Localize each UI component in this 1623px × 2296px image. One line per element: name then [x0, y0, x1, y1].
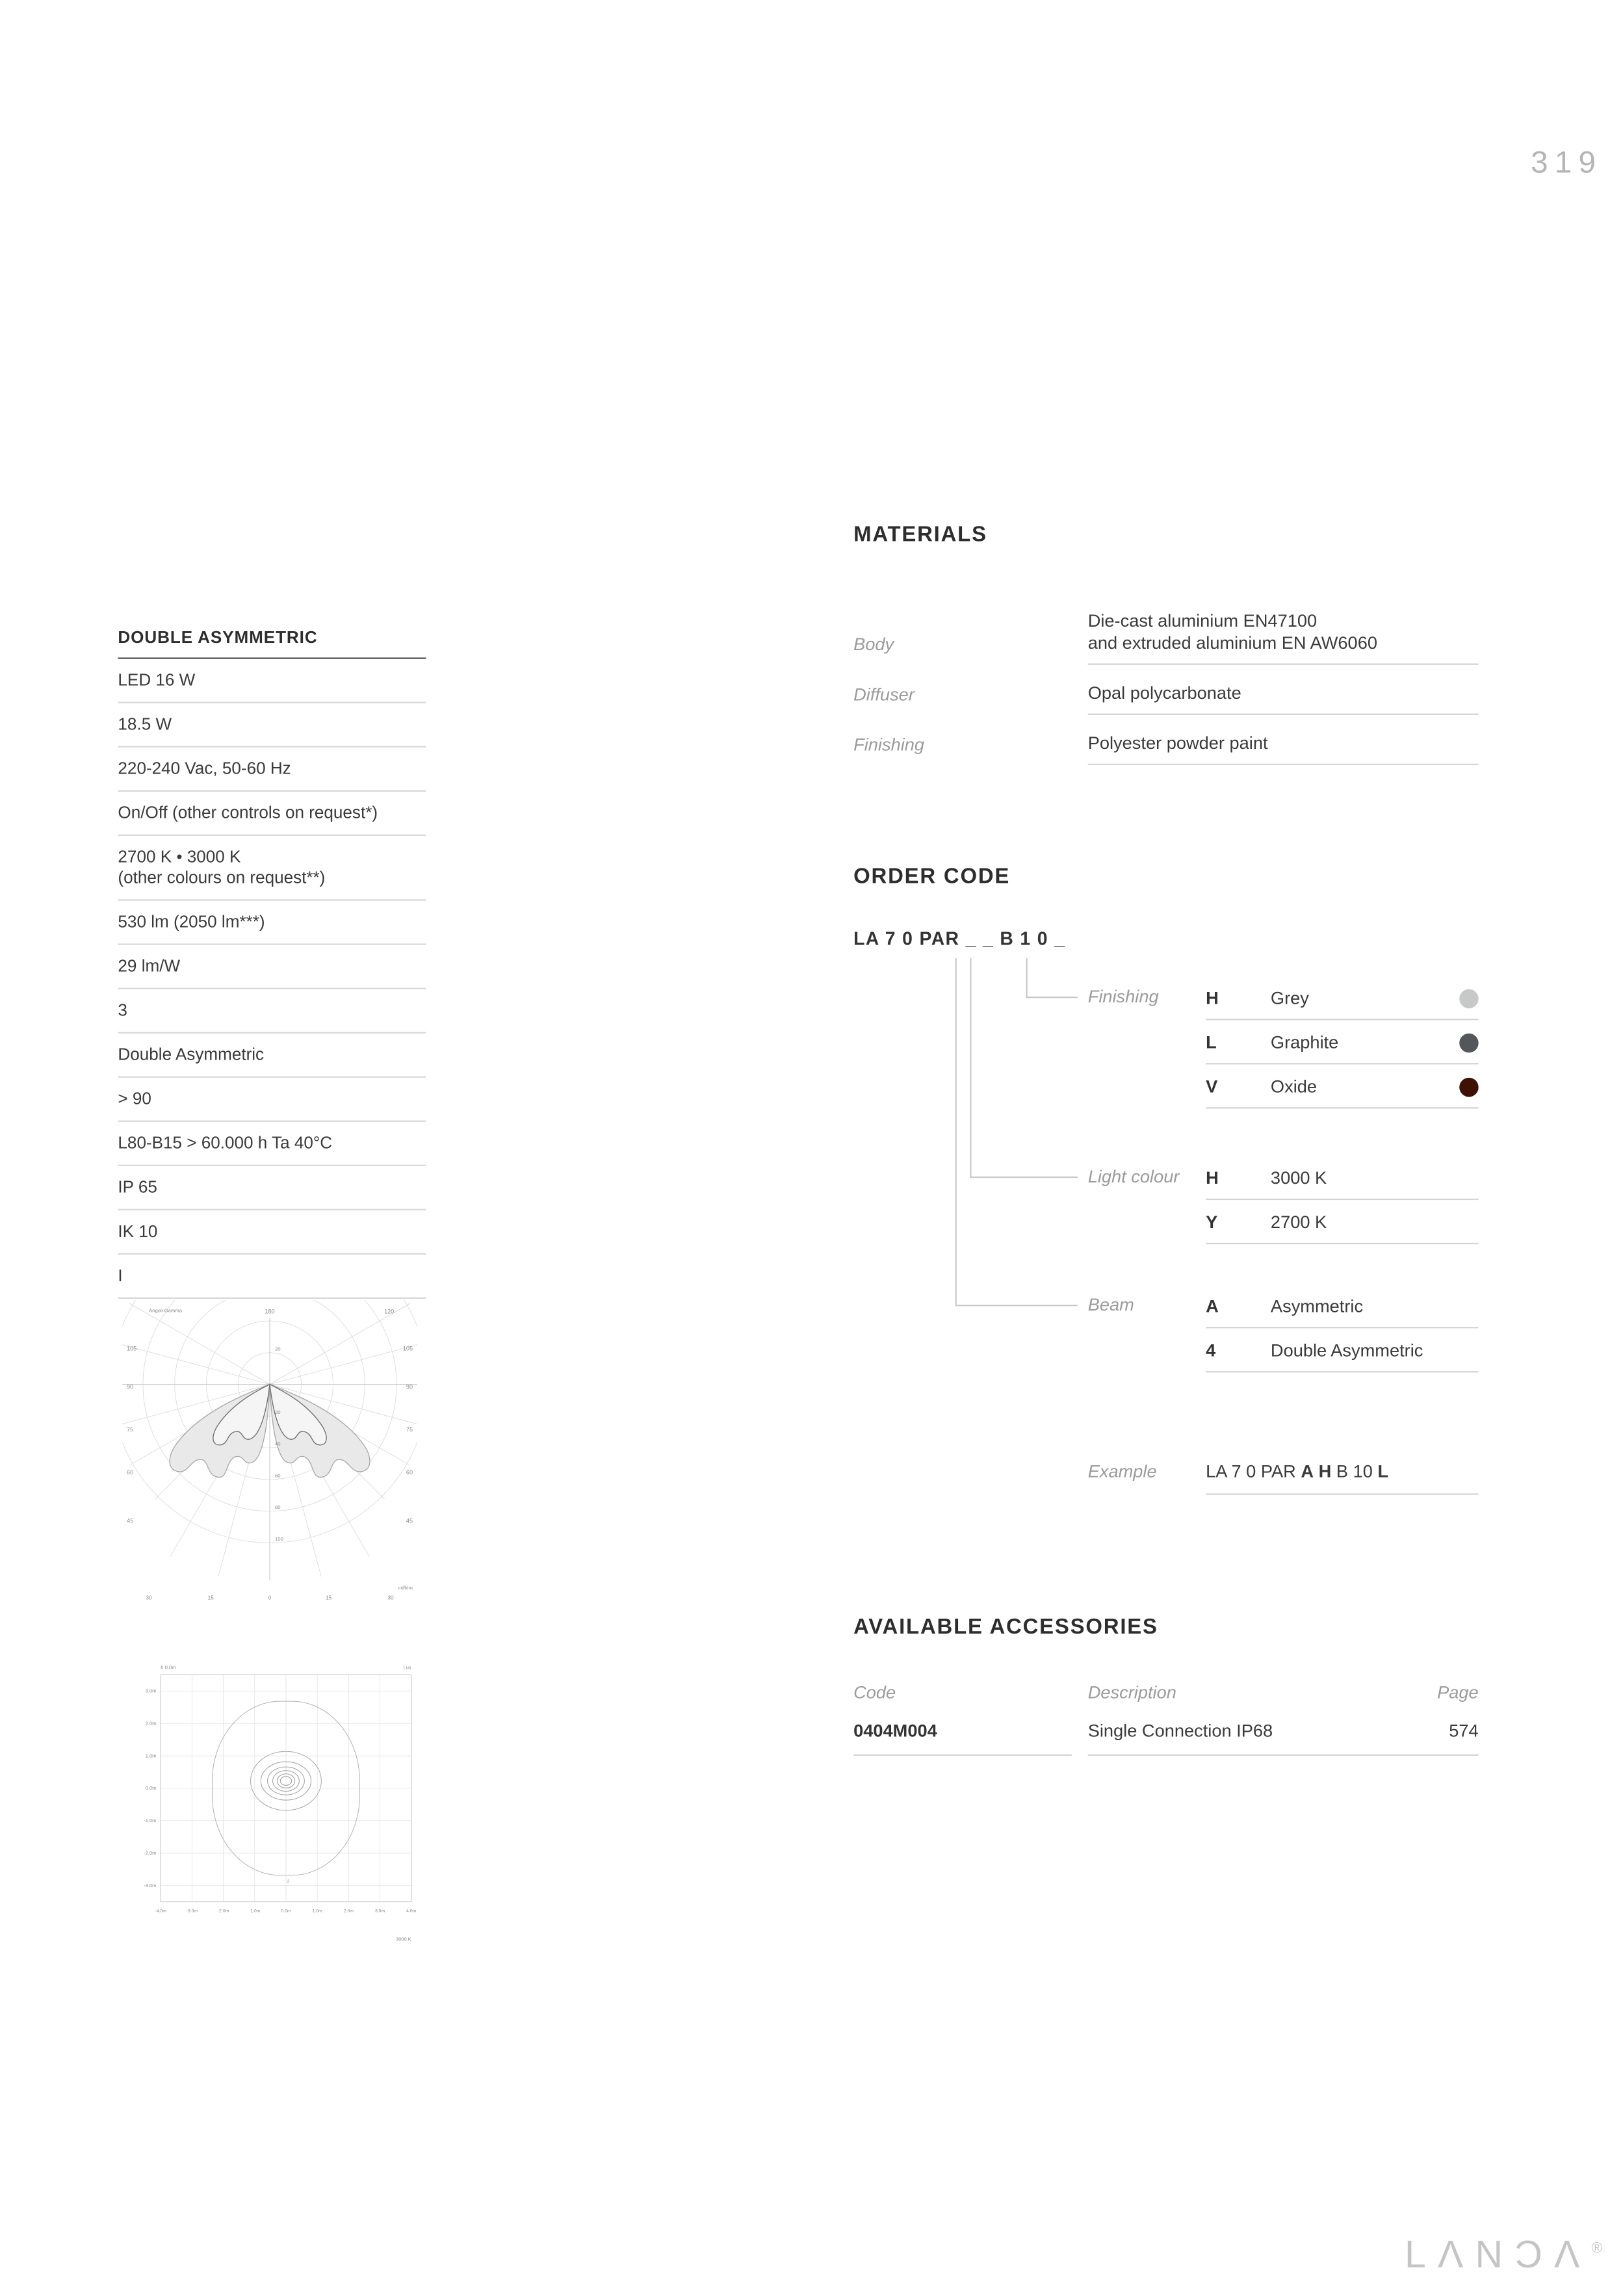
registered-trademark-icon: ® [1591, 2241, 1603, 2258]
order-example-label: Example [1087, 1461, 1157, 1482]
accessories-header-row [853, 1682, 1479, 1703]
order-option-key: H [1206, 987, 1219, 1009]
materials-value-line2: and extruded aluminium EN AW6060 [1087, 632, 1377, 653]
order-option [1206, 1156, 1479, 1200]
order-code-mask: LA 7 0 PAR _ _ B 1 0 _ [853, 928, 1066, 950]
spec-row [118, 1166, 426, 1210]
order-group-label: Beam [1087, 1294, 1134, 1315]
example-light-code: H [1318, 1461, 1332, 1482]
brand-logo-text: LΛNƆΛ [1405, 2232, 1592, 2276]
materials-row-label: Diffuser [853, 684, 915, 705]
polar-label-left: 90 [127, 1383, 134, 1390]
polar-photometric-diagram [122, 1300, 417, 1613]
accessory-code: 0404M004 [853, 1721, 1072, 1756]
order-option [1206, 1200, 1479, 1244]
isolux-unit-label: Lux [403, 1664, 411, 1671]
order-option-value: Oxide [1270, 1076, 1318, 1097]
polar-label-left: 105 [127, 1345, 137, 1352]
order-group-finishing [1088, 976, 1479, 1108]
spec-value: IK 10 [118, 1223, 158, 1242]
polar-label-180: 180 [265, 1308, 275, 1315]
accessories-table [853, 1682, 1479, 1756]
polar-unit-label: cd/klm [398, 1584, 413, 1591]
isolux-x-label: 1.0m [312, 1909, 322, 1914]
polar-label-right: 45 [406, 1517, 413, 1524]
isolux-x-label: -3.0m [186, 1909, 198, 1914]
isolux-y-label: 3.0m [145, 1688, 157, 1694]
polar-radial-label: 20 [274, 1409, 281, 1415]
spec-list [118, 629, 426, 1299]
polar-radial-label: 60 [274, 1472, 281, 1479]
materials-row [853, 606, 1479, 665]
spec-row [118, 1255, 426, 1299]
spec-value: LED 16 W [118, 672, 196, 690]
spec-row [118, 1210, 426, 1255]
order-option-value: Double Asymmetric [1270, 1340, 1423, 1361]
order-option [1206, 976, 1479, 1020]
isolux-diagram [122, 1657, 417, 1946]
order-option-key: V [1206, 1076, 1218, 1097]
order-option [1206, 1020, 1479, 1064]
spec-row [118, 901, 426, 945]
polar-bottom-label: 30 [146, 1595, 152, 1601]
order-group-label: Light colour [1087, 1166, 1180, 1187]
isolux-y-label: 2.0m [145, 1720, 157, 1727]
order-group-label: Finishing [1087, 986, 1159, 1007]
materials-row [853, 728, 1479, 765]
order-example-value [1206, 1451, 1479, 1495]
materials-row-value [1088, 606, 1479, 665]
isolux-x-label: -4.0m [155, 1909, 166, 1914]
finish-color-swatch [1459, 1033, 1478, 1052]
spec-value: Double Asymmetric [118, 1047, 265, 1065]
accessories-col-description: Description [1087, 1682, 1176, 1703]
example-prefix: LA 7 0 PAR [1206, 1461, 1296, 1482]
order-option [1206, 1284, 1479, 1328]
spec-row [118, 1122, 426, 1166]
polar-label-right: 60 [406, 1468, 413, 1476]
accessories-col-page: Page [1437, 1682, 1479, 1703]
spec-row [118, 792, 426, 836]
isolux-x-label: 0.0m [281, 1909, 291, 1914]
isolux-y-label: -1.0m [144, 1818, 157, 1824]
polar-label-right: 90 [406, 1383, 413, 1390]
accessory-page: 574 [1449, 1720, 1479, 1742]
polar-title: Angoli Gamma [149, 1307, 183, 1314]
spec-row [118, 989, 426, 1034]
finish-color-swatch [1459, 989, 1478, 1008]
polar-label-left: 45 [127, 1517, 134, 1524]
order-group-light-colour [1088, 1156, 1479, 1244]
isolux-x-label: -1.0m [249, 1909, 261, 1914]
spec-row [118, 659, 426, 703]
isolux-y-label: 1.0m [145, 1753, 157, 1759]
isolux-height-label: h 0.0m [161, 1664, 176, 1671]
spec-value: 2700 K • 3000 K [118, 849, 241, 867]
polar-label-left: 60 [127, 1468, 134, 1476]
order-option [1206, 1328, 1479, 1372]
spec-row [118, 1034, 426, 1078]
order-option-value: Graphite [1270, 1032, 1339, 1053]
isolux-x-label: -2.0m [217, 1909, 229, 1914]
polar-bottom-label: 30 [387, 1595, 394, 1601]
order-option-key: H [1206, 1168, 1219, 1188]
polar-radial-label: 100 [274, 1535, 283, 1542]
isolux-contour-value: 2 [287, 1879, 290, 1885]
materials-row-label: Finishing [853, 734, 925, 755]
connector-beam [955, 958, 1078, 1306]
order-option-value: 3000 K [1270, 1168, 1327, 1188]
isolux-x-label: 2.0m [343, 1909, 354, 1914]
polar-radial-label: 20 [274, 1346, 281, 1352]
order-option-key: Y [1206, 1212, 1218, 1233]
spec-value: 220-240 Vac, 50-60 Hz [118, 761, 291, 779]
polar-label-right: 75 [406, 1426, 413, 1433]
materials-table [853, 593, 1479, 765]
spec-row [118, 1078, 426, 1122]
isolux-y-label: -2.0m [144, 1850, 157, 1857]
example-beam-code: A [1301, 1461, 1314, 1482]
polar-radial-label: 80 [274, 1504, 281, 1511]
spec-value: > 90 [118, 1091, 151, 1109]
order-code-heading: ORDER CODE [853, 865, 1011, 889]
materials-row-value: Polyester powder paint [1088, 728, 1479, 765]
spec-row [118, 703, 426, 748]
polar-bottom-label: 15 [326, 1595, 332, 1601]
page-number: 319 [1531, 146, 1603, 180]
order-example [1088, 1451, 1479, 1495]
materials-heading: MATERIALS [853, 523, 987, 547]
spec-value: IP 65 [118, 1179, 157, 1197]
materials-row-value: Opal polycarbonate [1088, 678, 1479, 715]
spec-row [118, 836, 426, 901]
polar-label-120: 120 [384, 1308, 395, 1315]
spec-value: On/Off (other controls on request*) [118, 805, 378, 823]
spec-value: L80-B15 > 60.000 h Ta 40°C [118, 1135, 333, 1153]
isolux-y-label: -3.0m [144, 1882, 157, 1888]
isolux-x-label: 4.0m [406, 1909, 417, 1914]
accessories-row [853, 1721, 1479, 1756]
spec-value: I [118, 1268, 123, 1286]
order-option-key: 4 [1206, 1340, 1216, 1361]
spec-value: 3 [118, 1002, 127, 1021]
polar-bottom-label: 0 [268, 1595, 272, 1601]
isolux-x-label: 3.0m [374, 1909, 385, 1914]
order-option-value: Grey [1270, 987, 1309, 1009]
accessory-description: Single Connection IP68 [1087, 1720, 1273, 1742]
materials-row [853, 678, 1479, 715]
polar-label-left: 75 [127, 1426, 134, 1433]
polar-label-right: 105 [402, 1345, 413, 1352]
materials-value-line1: Die-cast aluminium EN47100 [1087, 610, 1318, 631]
accessories-col-code: Code [853, 1682, 896, 1703]
order-option-value: 2700 K [1270, 1212, 1327, 1233]
spec-title: DOUBLE ASYMMETRIC [118, 629, 426, 659]
order-group-beam [1088, 1284, 1479, 1372]
accessories-heading: AVAILABLE ACCESSORIES [853, 1615, 1158, 1639]
order-option-key: A [1206, 1296, 1219, 1317]
isolux-y-label: 0.0m [145, 1785, 157, 1792]
polar-bottom-label: 15 [207, 1595, 214, 1601]
spec-row [118, 945, 426, 989]
order-option-value: Asymmetric [1270, 1296, 1364, 1317]
spec-value: 29 lm/W [118, 958, 181, 976]
spec-value: 530 lm (2050 lm***) [118, 914, 265, 932]
materials-row-label: Body [853, 634, 894, 655]
example-mid: B 10 [1336, 1461, 1373, 1482]
isolux-colour-temp-label: 3000 K [396, 1936, 411, 1942]
polar-radial-label: 40 [274, 1441, 281, 1447]
spec-row [118, 748, 426, 792]
order-option-key: L [1206, 1032, 1217, 1053]
spec-value: 18.5 W [118, 716, 172, 735]
finish-color-swatch [1459, 1077, 1478, 1096]
brand-logo [1405, 2232, 1602, 2278]
spec-value-line2: (other colours on request**) [118, 870, 326, 888]
example-finish-code: L [1377, 1461, 1389, 1482]
order-option [1206, 1064, 1479, 1108]
